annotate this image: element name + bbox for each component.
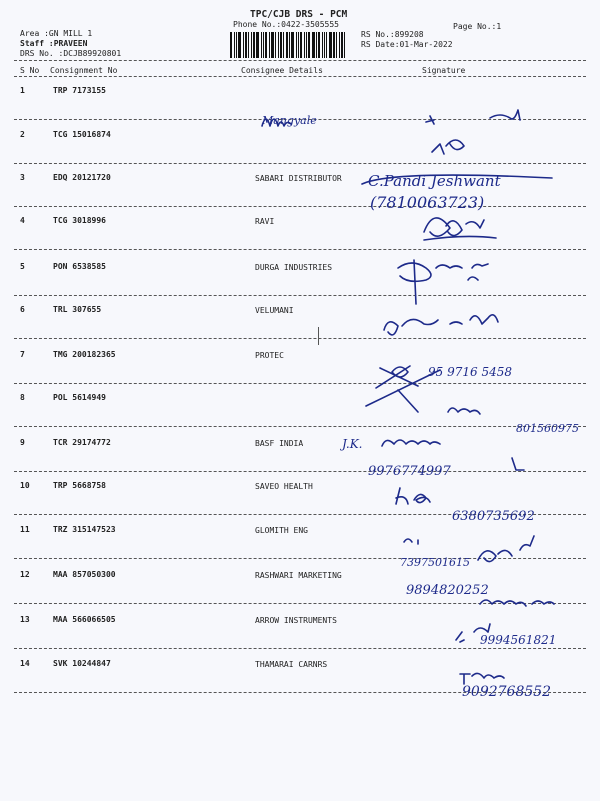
- signature-row-8: [448, 408, 480, 414]
- phone-text-row-10: 6380735692: [452, 509, 535, 524]
- barcode-bar: [253, 32, 255, 58]
- barcode-bar: [289, 32, 290, 58]
- slash-row-8: [366, 370, 440, 406]
- barcode-bar: [306, 32, 307, 58]
- document-title: TPC/CJB DRS - PCM: [250, 9, 348, 20]
- row-consignee: VELUMANI: [255, 306, 294, 315]
- barcode: [230, 32, 348, 58]
- row-consignment-no: MAA 566066505: [53, 615, 116, 624]
- row-consignee: PROTEC: [255, 351, 284, 360]
- row-divider: [14, 383, 586, 384]
- row-divider: [14, 426, 586, 427]
- phone-text-row-7: 95 9716 5458: [428, 365, 512, 379]
- barcode-bar: [318, 32, 320, 58]
- row-sno: 14: [20, 659, 30, 668]
- barcode-bar: [265, 32, 267, 58]
- barcode-bar: [344, 32, 345, 58]
- table-vertical-rule: [318, 327, 319, 345]
- row-divider: [14, 249, 586, 250]
- row-divider: [14, 558, 586, 559]
- barcode-bar: [291, 32, 294, 58]
- phone-text-row-3: (7810063723): [370, 193, 485, 212]
- row-consignee: ARROW INSTRUMENTS: [255, 616, 337, 625]
- barcode-bar: [256, 32, 259, 58]
- row-divider: [14, 514, 586, 515]
- signature-row-13: [456, 624, 490, 642]
- column-header-consignee: Consignee Details: [241, 66, 323, 75]
- row-sno: 2: [20, 130, 25, 139]
- row-consignment-no: TRP 7173155: [53, 86, 106, 95]
- row-consignee: DURGA INDUSTRIES: [255, 263, 333, 272]
- row-sno: 11: [20, 525, 30, 534]
- row-consignment-no: PON 6538585: [53, 262, 106, 271]
- row-sno: 6: [20, 305, 25, 314]
- mark-row-9: [512, 458, 524, 470]
- barcode-bar: [283, 32, 284, 58]
- row-divider: [14, 206, 586, 207]
- barcode-bar: [245, 32, 247, 58]
- row-divider: [14, 338, 586, 339]
- row-sno: 1: [20, 86, 25, 95]
- row-consignment-no: TRP 5668758: [53, 481, 106, 490]
- phone-number: Phone No.:0422-3505555: [233, 20, 339, 29]
- row-consignee: RASHWARI MARKETING: [255, 571, 342, 580]
- barcode-bar: [322, 32, 323, 58]
- row-consignment-no: TCG 3018996: [53, 216, 106, 225]
- column-header-consignment: Consignment No: [50, 66, 118, 75]
- barcode-bar: [324, 32, 325, 58]
- signature-text-row-3: C.Pandi Jeshwant: [368, 172, 501, 190]
- phone-text-row-11: 7397501615: [400, 556, 470, 569]
- barcode-bar: [275, 32, 276, 58]
- barcode-bar: [280, 32, 282, 58]
- row-consignment-no: POL 5614949: [53, 393, 106, 402]
- row-sno: 10: [20, 481, 30, 490]
- row-sno: 9: [20, 438, 25, 447]
- barcode-bar: [300, 32, 302, 58]
- barcode-bar: [286, 32, 288, 58]
- barcode-bar: [336, 32, 337, 58]
- row-divider: [14, 648, 586, 649]
- barcode-bar: [238, 32, 241, 58]
- barcode-bar: [308, 32, 310, 58]
- signature-row-7: [392, 367, 408, 377]
- barcode-bar: [243, 32, 244, 58]
- area-label: Area :GN MILL 1: [20, 29, 93, 38]
- signature-row-14: [460, 673, 504, 684]
- row-divider: [14, 471, 586, 472]
- barcode-bar: [236, 32, 237, 58]
- barcode-bar: [296, 32, 297, 58]
- row-sno: 13: [20, 615, 30, 624]
- signature-row-11-top: [366, 539, 418, 544]
- row-consignment-no: TMG 200182365: [53, 350, 116, 359]
- signature-row-2: [432, 140, 464, 154]
- signature-row-4: [424, 218, 496, 240]
- row-divider: [14, 163, 586, 164]
- page-number: Page No.:1: [453, 22, 502, 31]
- row-divider: [14, 295, 586, 296]
- barcode-bar: [269, 32, 270, 58]
- row-consignment-no: SVK 10244847: [53, 659, 111, 668]
- column-header-sno: S No: [20, 66, 40, 75]
- column-divider: [14, 76, 586, 77]
- rs-number: RS No.:899208: [361, 30, 424, 39]
- arrow-row-8: [398, 390, 418, 412]
- row-divider: [14, 603, 586, 604]
- rs-date: RS Date:01-Mar-2022: [361, 40, 453, 49]
- row-consignee: SAVEO HEALTH: [255, 482, 313, 491]
- row-sno: 12: [20, 570, 30, 579]
- signature-row-10: [396, 488, 430, 504]
- row-sno: 4: [20, 216, 25, 225]
- barcode-bar: [341, 32, 343, 58]
- barcode-bar: [263, 32, 264, 58]
- barcode-bar: [234, 32, 235, 58]
- barcode-bar: [329, 32, 332, 58]
- row-consignment-no: TRL 307655: [53, 305, 102, 314]
- barcode-bar: [316, 32, 317, 58]
- phone-text-row-9: 9976774997: [368, 464, 451, 479]
- column-header-signature: Signature: [422, 66, 466, 75]
- signature-row-5: [398, 260, 488, 304]
- header-divider: [14, 60, 586, 61]
- row-consignment-no: EDQ 20121720: [53, 173, 111, 182]
- row-consignment-no: TCR 29174772: [53, 438, 111, 447]
- signature-row-6: [384, 315, 498, 335]
- phone-text-row-14: 9092768552: [462, 684, 552, 700]
- row-divider: [14, 692, 586, 693]
- phone-text-row-12: 9894820252: [406, 583, 489, 598]
- row-consignee: SABARI DISTRIBUTOR: [255, 174, 342, 183]
- barcode-bar: [339, 32, 340, 58]
- row-consignee: RAVI: [255, 217, 275, 226]
- drs-number: DRS No. :DCJB89920801: [20, 49, 122, 58]
- signature-row-9: [382, 440, 440, 446]
- phone-text-row-8: 801560975: [516, 422, 579, 435]
- row-sno: 3: [20, 173, 25, 182]
- row-consignment-no: TCG 15016874: [53, 130, 111, 139]
- barcode-bar: [248, 32, 249, 58]
- barcode-bar: [261, 32, 262, 58]
- signature-underline-row-3: [362, 175, 552, 184]
- signature-row-1: [262, 119, 291, 126]
- signature-mark-row-1: [426, 110, 520, 124]
- cross-line-2: [376, 366, 410, 388]
- row-consignee: GLOMITH ENG: [255, 526, 308, 535]
- barcode-bar: [304, 32, 305, 58]
- row-sno: 8: [20, 393, 25, 402]
- row-consignee: BASF INDIA: [255, 439, 304, 448]
- row-consignment-no: TRZ 315147523: [53, 525, 116, 534]
- barcode-bar: [230, 32, 232, 58]
- barcode-bar: [271, 32, 274, 58]
- signature-text-row-1: Mangyale: [262, 114, 317, 127]
- row-consignee: THAMARAI CARNRS: [255, 660, 328, 669]
- barcode-bar: [278, 32, 279, 58]
- barcode-bar: [312, 32, 315, 58]
- phone-text-row-13: 9994561821: [480, 633, 557, 647]
- row-sno: 5: [20, 262, 25, 271]
- row-consignment-no: MAA 857050300: [53, 570, 116, 579]
- staff-label: Staff :PRAVEEN: [20, 39, 88, 48]
- signature-text-row-9: J.K.: [342, 437, 363, 451]
- row-divider: [14, 119, 586, 120]
- barcode-bar: [333, 32, 335, 58]
- barcode-bar: [326, 32, 327, 58]
- barcode-bar: [298, 32, 299, 58]
- barcode-bar: [251, 32, 252, 58]
- row-sno: 7: [20, 350, 25, 359]
